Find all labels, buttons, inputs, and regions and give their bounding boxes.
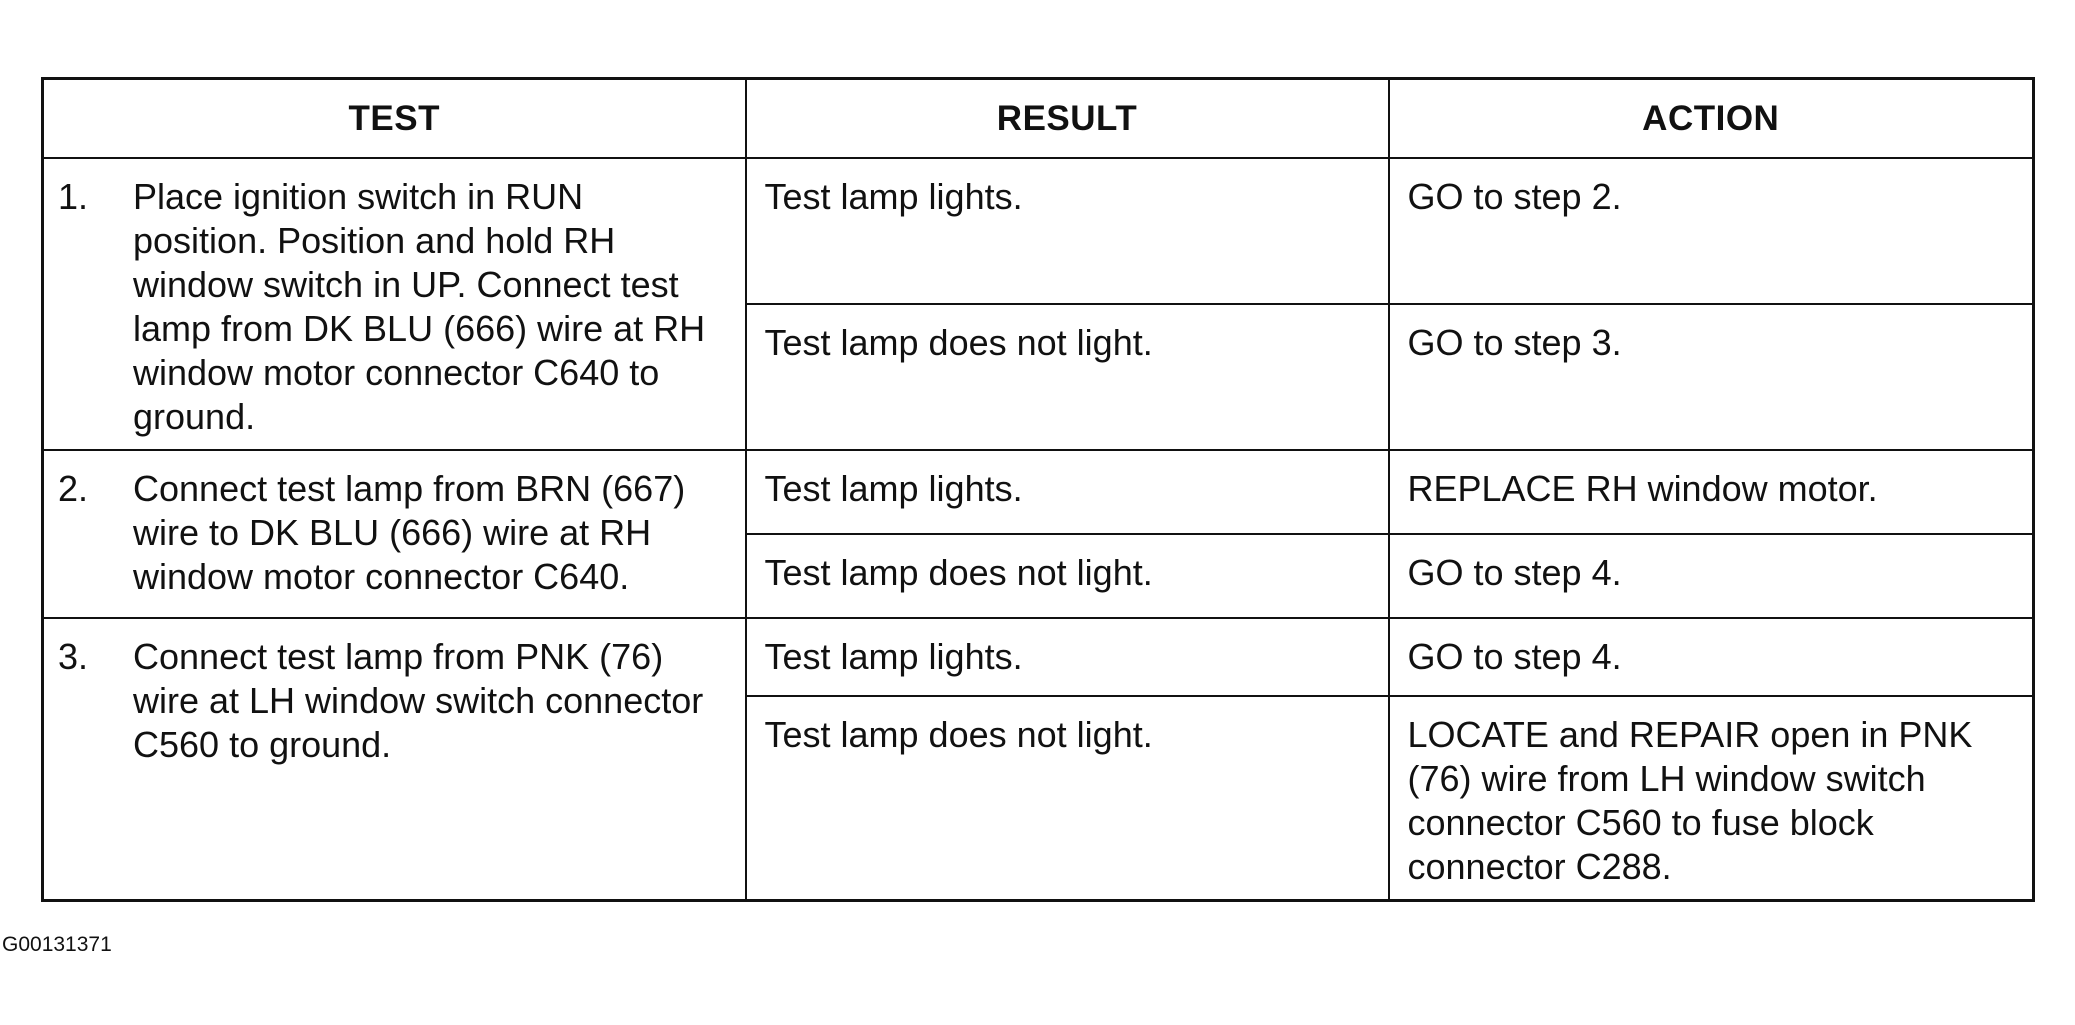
diagnostic-test-table: [41, 77, 2035, 902]
action-cell: GO to step 3.: [1389, 304, 2034, 450]
result-cell: Test lamp lights.: [746, 158, 1389, 304]
action-cell: GO to step 4.: [1389, 618, 2034, 696]
step-test-text: Connect test lamp from BRN (667) wire to DK BLU (666) wire at RH window motor connector C640.: [133, 468, 686, 597]
test-cell-step-1: [43, 158, 746, 450]
step-test-text: Connect test lamp from PNK (76) wire at LH window switch connector C560 to ground.: [133, 636, 704, 765]
step-number: 1.: [58, 176, 89, 217]
result-cell: Test lamp does not light.: [746, 534, 1389, 618]
header-action: ACTION: [1389, 79, 2034, 159]
step-number: 3.: [58, 636, 89, 677]
table-row: [43, 618, 2034, 696]
result-cell: Test lamp lights.: [746, 618, 1389, 696]
table-row: [43, 158, 2034, 304]
header-result: RESULT: [746, 79, 1389, 159]
test-cell-step-2: [43, 450, 746, 618]
result-cell: Test lamp lights.: [746, 450, 1389, 534]
action-cell: LOCATE and REPAIR open in PNK (76) wire from LH window switch connector C560 to fuse block connector C288.: [1389, 696, 2034, 901]
table-header-row: [43, 79, 2034, 159]
figure-id: G00131371: [2, 933, 112, 956]
step-test-text: Place ignition switch in RUN position. Position and hold RH window switch in UP. Connect test lamp from DK BLU (666) wire at RH window motor connector C640 to ground.: [133, 176, 706, 437]
header-test: TEST: [43, 79, 746, 159]
action-cell: REPLACE RH window motor.: [1389, 450, 2034, 534]
action-cell: GO to step 4.: [1389, 534, 2034, 618]
result-cell: Test lamp does not light.: [746, 696, 1389, 901]
table-row: [43, 450, 2034, 534]
test-cell-step-3: [43, 618, 746, 901]
result-cell: Test lamp does not light.: [746, 304, 1389, 450]
step-number: 2.: [58, 468, 89, 509]
action-cell: GO to step 2.: [1389, 158, 2034, 304]
